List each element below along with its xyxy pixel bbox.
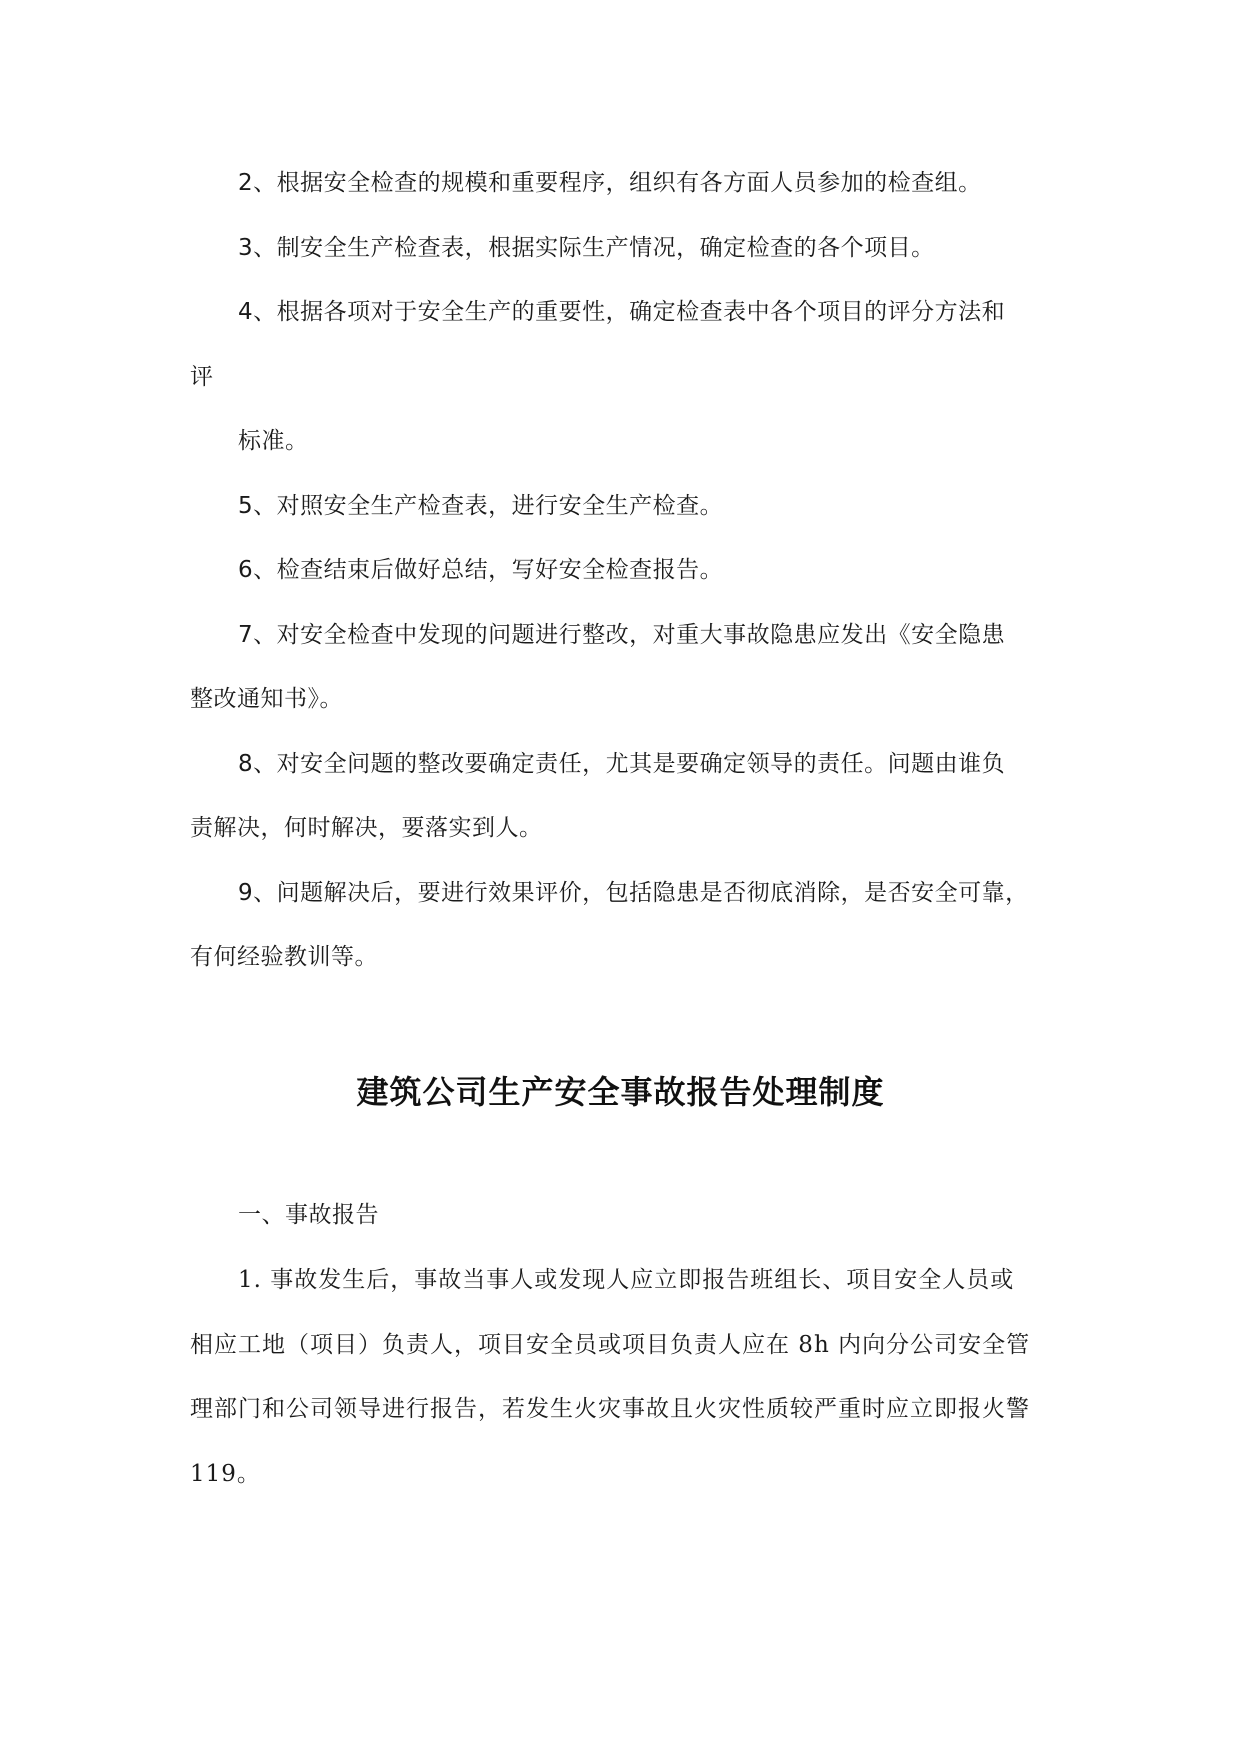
list-item-8: 8、对安全问题的整改要确定责任，尤其是要确定领导的责任。问题由谁负 xyxy=(238,751,1006,777)
list-item-7-continuation: 整改通知书》。 xyxy=(190,686,343,712)
list-item-6: 6、检查结束后做好总结，写好安全检查报告。 xyxy=(238,557,724,583)
section-paragraph-line-1: 1. 事故发生后，事故当事人或发现人应立即报告班组长、项目安全人员或 xyxy=(238,1267,1015,1293)
list-item-8-continuation: 责解决，何时解决，要落实到人。 xyxy=(190,815,543,841)
list-item-4-continuation-2: 标准。 xyxy=(238,428,309,454)
list-item-9: 9、问题解决后，要进行效果评价，包括隐患是否彻底消除，是否安全可靠， xyxy=(238,880,1029,906)
section-paragraph-line-3: 理部门和公司领导进行报告，若发生火灾事故且火灾性质较严重时应立即报火警 xyxy=(190,1396,1030,1422)
list-item-3: 3、制安全生产检查表，根据实际生产情况，确定检查的各个项目。 xyxy=(238,235,935,261)
document-title: 建筑公司生产安全事故报告处理制度 xyxy=(356,1073,885,1111)
list-item-5: 5、对照安全生产检查表，进行安全生产检查。 xyxy=(238,493,724,519)
list-item-9-continuation: 有何经验教训等。 xyxy=(190,944,378,970)
section-paragraph-line-4: 119。 xyxy=(190,1461,261,1487)
list-item-4: 4、根据各项对于安全生产的重要性，确定检查表中各个项目的评分方法和 xyxy=(238,299,1006,325)
section-heading: 一、事故报告 xyxy=(238,1202,379,1228)
list-item-2: 2、根据安全检查的规模和重要程序，组织有各方面人员参加的检查组。 xyxy=(238,170,982,196)
list-item-4-continuation: 评 xyxy=(190,364,214,390)
list-item-7: 7、对安全检查中发现的问题进行整改，对重大事故隐患应发出《安全隐患 xyxy=(238,622,1006,648)
section-paragraph-line-2: 相应工地（项目）负责人，项目安全员或项目负责人应在 8h 内向分公司安全管 xyxy=(190,1332,1031,1358)
